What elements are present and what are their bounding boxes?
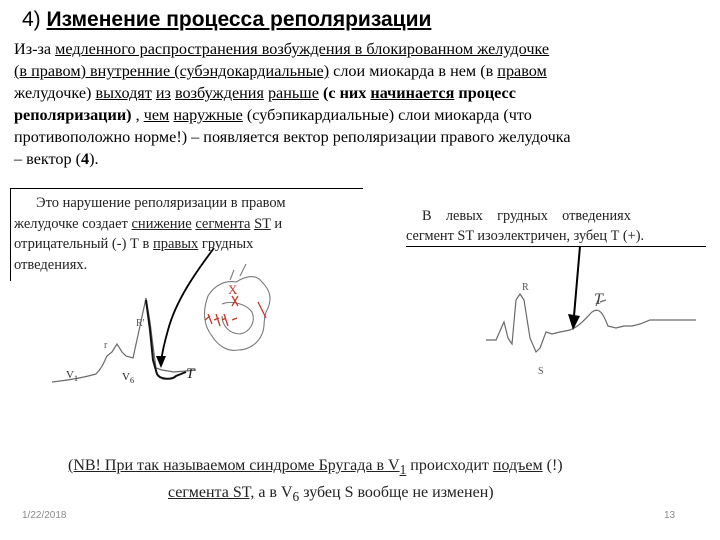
- right-pointer-arrow: [574, 246, 580, 316]
- note-underlined: подъем: [492, 457, 543, 474]
- left-arrowhead: [156, 356, 166, 368]
- para-bold-underlined: начинается: [370, 84, 455, 102]
- heart-x-mark: X: [228, 282, 238, 297]
- right-line-2: сегмент ST изоэлектричен, зубец Т (+).: [406, 227, 645, 244]
- para-underlined: правом: [497, 62, 547, 80]
- title-text: Изменение процесса реполяризации: [46, 8, 432, 31]
- note-subscript: 1: [399, 462, 407, 478]
- note-text: (!): [542, 457, 563, 474]
- right-arrowhead: [568, 314, 580, 330]
- note-subscript: 6: [292, 489, 300, 505]
- brugada-note: [60, 454, 680, 508]
- para-bold: (с них: [318, 84, 371, 102]
- ecg-v6-trace: [486, 294, 696, 352]
- para-text: желудочке): [14, 84, 96, 102]
- para-bold: процесс: [454, 84, 516, 102]
- right-line-1: В левых грудных отведениях: [422, 208, 631, 224]
- left-underlined: сегмента: [195, 215, 251, 232]
- para-text: ,: [131, 106, 144, 124]
- para-text: Из-за: [14, 40, 56, 58]
- left-line-4: отведениях.: [14, 256, 88, 273]
- left-text: и: [270, 215, 283, 232]
- left-underlined: ST: [254, 215, 271, 232]
- para-underlined: (в правом) внутренние (субэндокардиальные): [14, 62, 330, 80]
- para-bold: реполяризации): [14, 106, 132, 124]
- para-text: – вектор (: [14, 150, 82, 168]
- note-text: происходит: [406, 457, 493, 474]
- heart-red-markings: [205, 296, 266, 326]
- left-text: Это нарушение реполяризации в правом: [36, 195, 286, 211]
- para-underlined: наружные: [173, 106, 243, 124]
- left-underlined: снижение: [131, 215, 192, 232]
- note-line-2: [60, 481, 680, 508]
- note-text: а в V: [254, 484, 293, 502]
- para-underlined: выходят: [95, 84, 152, 102]
- para-underlined: чем: [143, 106, 170, 124]
- note-underlined: (NB! При так называемом синдроме Бругада в V: [68, 457, 400, 474]
- v1-r-prime-label: R': [136, 318, 145, 329]
- footer-page-number: 13: [664, 510, 676, 521]
- v6-s-label: S: [538, 366, 544, 377]
- para-text: ).: [89, 150, 99, 168]
- v1-t-label: T: [186, 366, 195, 382]
- para-underlined: из: [155, 84, 171, 102]
- left-text: грудных: [198, 236, 254, 252]
- title-number: 4): [22, 8, 47, 31]
- note-underlined: сегмента ST,: [168, 484, 255, 502]
- v6-r-label: R: [522, 282, 529, 293]
- v1-r-small-label: r: [104, 340, 108, 351]
- left-text: желудочке создает: [14, 215, 132, 232]
- para-text: (субэпикардиальные) слои миокарда (что: [242, 106, 532, 124]
- footer-date: 1/22/2018: [22, 510, 67, 521]
- para-underlined: медленного распространения возбуждения в блокированном желудочке: [55, 40, 550, 58]
- left-pointer-arrow: [161, 248, 214, 362]
- v6-lead-mark-label: $V_6$: [122, 371, 134, 385]
- v6-t-label: T: [594, 291, 603, 308]
- para-bold: 4: [81, 150, 90, 168]
- left-text: отрицательный (-) Т в: [14, 236, 153, 252]
- note-text: зубец S вообще не изменен): [299, 484, 494, 502]
- para-text: слои миокарда в нем (в: [329, 62, 498, 80]
- v1-lead-label: $V_1$: [66, 369, 78, 383]
- left-underlined: правых: [152, 236, 199, 252]
- note-line-1: [60, 454, 680, 481]
- para-underlined: раньше: [267, 84, 319, 102]
- para-line-5: противоположно норме!) – появляется вектор реполяризации правого желудочка: [14, 128, 571, 146]
- para-underlined: возбуждения: [175, 84, 264, 102]
